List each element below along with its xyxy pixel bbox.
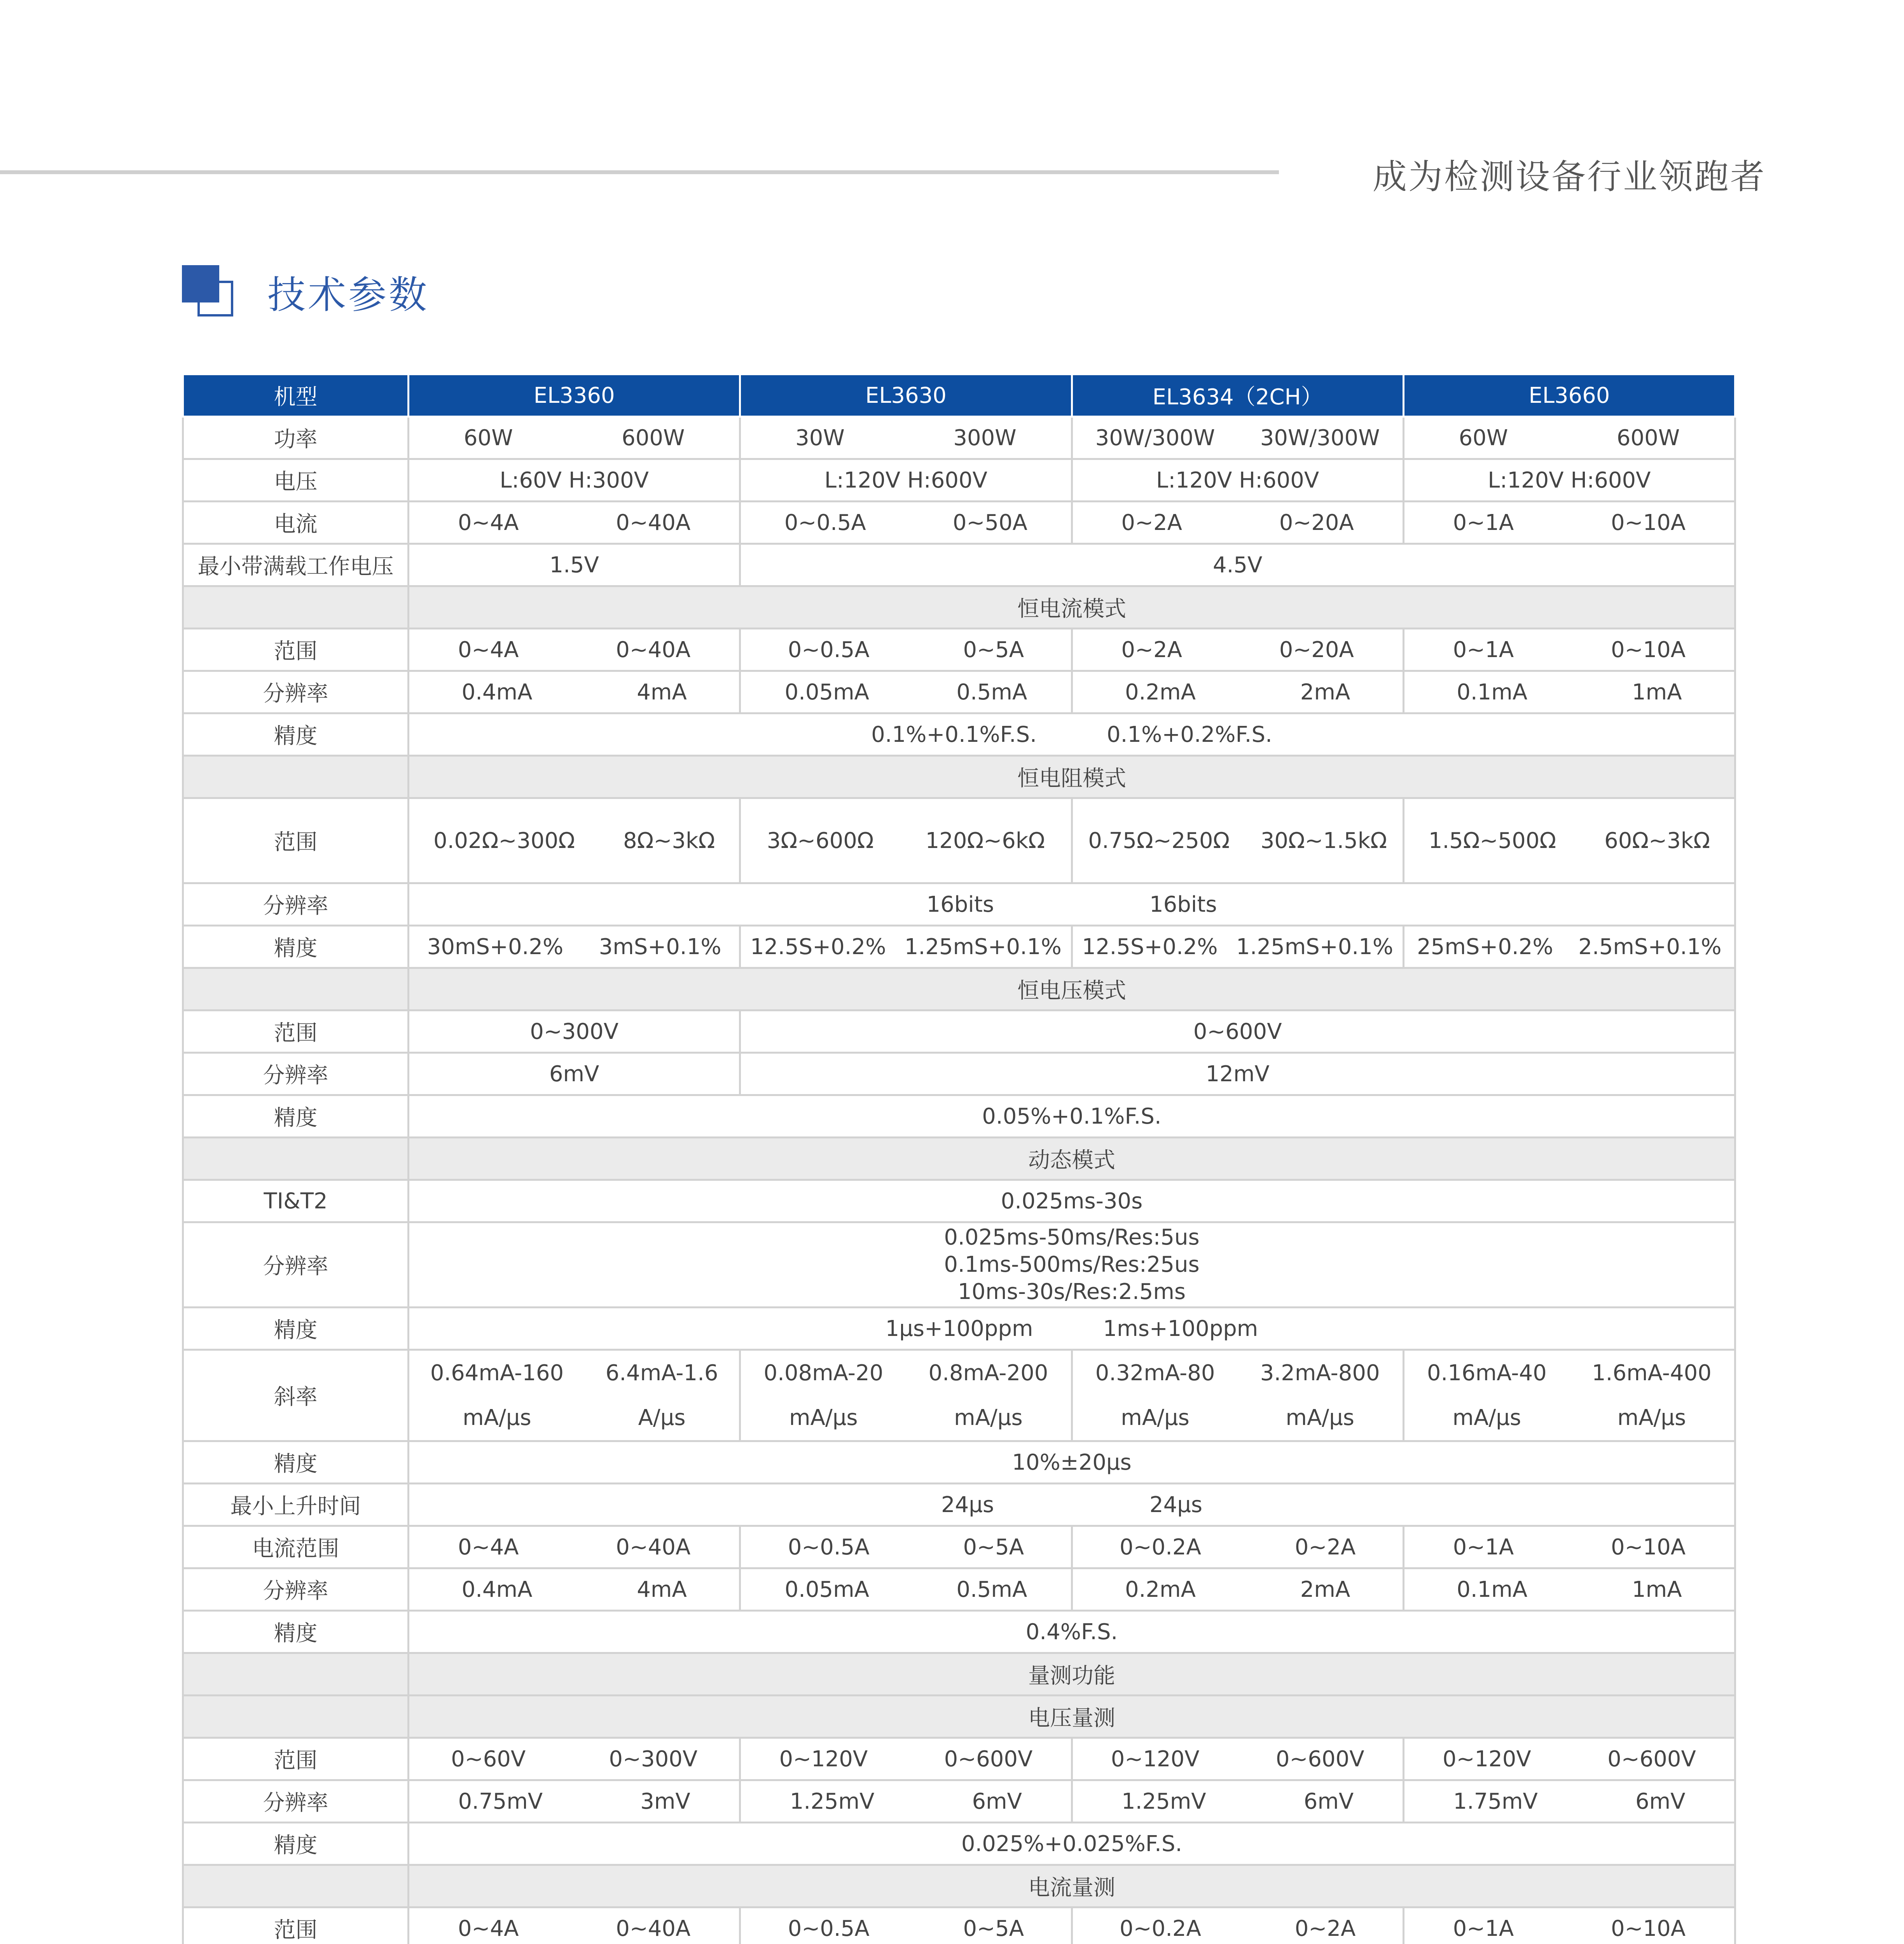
cell-value: 0.1mA [1457,1577,1528,1602]
cell-value: 0.4mA [461,1577,533,1602]
cell-value: 3mS+0.1% [599,934,721,960]
cell-value: 2mA [1300,1577,1350,1602]
table-row [183,671,1735,713]
cell-value: 0.05mA [784,679,869,705]
row-label: 电压 [183,459,409,502]
cell-value: 0.5mA [956,679,1027,705]
cell-value: 0~50A [952,510,1027,535]
cell-value: 0.2mA [1125,679,1196,705]
cell-value: 0~10A [1611,510,1686,535]
cell-value: 1μs+100ppm [885,1316,1033,1341]
cell-value: 0~2A [1121,510,1182,535]
cell-value: L:120V H:600V [740,459,1072,502]
cell-value: 6mV [972,1788,1022,1814]
section-row [183,756,1735,798]
cell-value: 0~4A [458,1534,519,1560]
cell-value: 0.16mA-40 [1427,1360,1547,1386]
section-row [183,1138,1735,1180]
cell-value: 30W/300W [1260,425,1380,451]
cell-value: 60W [1459,425,1508,451]
cell-value: L:120V H:600V [1403,459,1735,502]
cell-value: 0~2A [1294,1916,1356,1941]
row-label: 精度 [183,1823,409,1865]
cell-value: mA/μs [1452,1405,1521,1430]
cell-value: 0.025%+0.025%F.S. [409,1823,1735,1865]
cell-value: 0~1A [1453,1534,1514,1560]
cell-value: 0~10A [1611,637,1686,663]
cell-value: 0.75Ω~250Ω [1088,828,1230,853]
table-row [183,1568,1735,1611]
cell-value: 30W/300W [1095,425,1215,451]
row-label: 分辨率 [183,1568,409,1611]
cell-value: 12mV [740,1053,1735,1095]
cell-value: 2mA [1300,679,1350,705]
table-row [183,1526,1735,1568]
row-label: 精度 [183,926,409,968]
table-row [183,1010,1735,1053]
cell-value: 2.5mS+0.1% [1578,934,1722,960]
cell-value: 0~20A [1279,510,1354,535]
cell-value: 10ms-30s/Res:2.5ms [957,1279,1186,1304]
row-label: 范围 [183,1010,409,1053]
cell-value: 4mA [637,679,687,705]
section-row [183,968,1735,1010]
cell-value: 0~0.5A [788,637,870,663]
row-label: 范围 [183,629,409,671]
cell-value: 0~0.5A [788,1916,870,1941]
cell-value: 60Ω~3kΩ [1604,828,1710,853]
row-label: 分辨率 [183,671,409,713]
cell-value: A/μs [638,1405,686,1430]
cell-value: 4mA [637,1577,687,1602]
row-label: 精度 [183,1611,409,1653]
cell-value: 30mS+0.2% [427,934,564,960]
row-label: 精度 [183,1441,409,1484]
table-row [183,1350,1735,1441]
header-cell: 机型 [183,374,409,417]
cell-value: 6mV [1303,1788,1354,1814]
cell-value: 0.05%+0.1%F.S. [409,1095,1735,1138]
cell-value: 0.02Ω~300Ω [433,828,575,853]
cell-value: 0~5A [963,1916,1024,1941]
cell-value: 1mA [1632,1577,1682,1602]
table-row [183,417,1735,459]
cell-value: mA/μs [954,1405,1023,1430]
section-row [183,1696,1735,1738]
cell-value: 0~2A [1121,637,1182,663]
cell-value: 30W [795,425,845,451]
row-label: 精度 [183,713,409,756]
table-row [183,1780,1735,1823]
row-label: 分辨率 [183,883,409,926]
cell-value: 24μs [1149,1492,1203,1517]
cell-value: 1.25mV [1121,1788,1206,1814]
cell-value: 1.5V [409,544,740,586]
cell-value: 0.2mA [1125,1577,1196,1602]
table-header-row [183,374,1735,417]
row-label: 最小带满载工作电压 [183,544,409,586]
cell-value: mA/μs [1617,1405,1686,1430]
table-row [183,544,1735,586]
cell-value: 0~0.2A [1119,1916,1201,1941]
cell-value: 0.1%+0.1%F.S. [871,722,1037,747]
cell-value: L:120V H:600V [1072,459,1403,502]
cell-value: 0.4mA [461,679,533,705]
cell-value: 0.1ms-500ms/Res:25us [944,1252,1200,1277]
row-label: 分辨率 [183,1053,409,1095]
cell-value: 16bits [1149,892,1217,917]
table-row [183,1308,1735,1350]
cell-value: 0~0.5A [788,1534,870,1560]
cell-value: 4.5V [740,544,1735,586]
cell-value: 0~600V [1607,1746,1696,1772]
cell-value: mA/μs [1286,1405,1354,1430]
cell-value: 0~1A [1453,510,1514,535]
table-row [183,1095,1735,1138]
row-label: 电流 [183,502,409,544]
section-square-icon [182,265,236,320]
cell-value: 0~40A [616,1916,691,1941]
cell-value: 0~5A [963,1534,1024,1560]
cell-value: 0~40A [616,510,691,535]
cell-value: 6mV [409,1053,740,1095]
cell-value: 8Ω~3kΩ [623,828,715,853]
table-row [183,1611,1735,1653]
cell-value: 0~120V [779,1746,868,1772]
section-row [183,1653,1735,1696]
row-label: 分辨率 [183,1222,409,1308]
cell-value: L:60V H:300V [409,459,740,502]
cell-value: 12.5S+0.2% [1082,934,1218,960]
header-rule [0,170,1279,174]
cell-value: 0~600V [944,1746,1033,1772]
table-row [183,1484,1735,1526]
cell-value: 0~4A [458,1916,519,1941]
cell-value: 0.025ms-50ms/Res:5us [944,1225,1200,1250]
cell-value: 3.2mA-800 [1260,1360,1380,1386]
cell-value: 0~1A [1453,1916,1514,1941]
row-label: 功率 [183,417,409,459]
cell-value: 1.75mV [1453,1788,1538,1814]
section-heading: 恒电压模式 [409,968,1735,1010]
cell-value: 1mA [1632,679,1682,705]
table-row [183,1180,1735,1222]
table-row [183,1441,1735,1484]
cell-value: 3Ω~600Ω [767,828,874,853]
cell-value: 12.5S+0.2% [750,934,886,960]
cell-value: 600W [622,425,685,451]
cell-value: 1.6mA-400 [1592,1360,1712,1386]
table-row [183,1222,1735,1308]
section-row [183,1865,1735,1907]
cell-value: 0.8mA-200 [928,1360,1048,1386]
cell-value: 16bits [926,892,994,917]
cell-value: 3mV [640,1788,690,1814]
row-label: 精度 [183,1095,409,1138]
row-label: TI&T2 [183,1180,409,1222]
cell-value: 24μs [941,1492,994,1517]
cell-value: 0~10A [1611,1534,1686,1560]
cell-value: 0.1%+0.2%F.S. [1107,722,1272,747]
table-row [183,713,1735,756]
cell-value: 0~40A [616,1534,691,1560]
cell-value: 30Ω~1.5kΩ [1260,828,1387,853]
cell-value: 1.5Ω~500Ω [1428,828,1556,853]
section-heading: 电流量测 [409,1865,1735,1907]
cell-value: 300W [953,425,1017,451]
cell-value: 0.1mA [1457,679,1528,705]
table-row [183,1053,1735,1095]
header-cell: EL3634（2CH） [1072,374,1403,417]
cell-value: 0~120V [1442,1746,1531,1772]
cell-value: 600W [1616,425,1680,451]
section-heading: 恒电阻模式 [409,756,1735,798]
cell-value: 0~2A [1294,1534,1356,1560]
row-label: 电流范围 [183,1526,409,1568]
cell-value: 0~60V [451,1746,526,1772]
table-row [183,459,1735,502]
header-cell: EL3360 [409,374,740,417]
cell-value: 0.4%F.S. [409,1611,1735,1653]
cell-value: 0~4A [458,637,519,663]
row-label: 范围 [183,1907,409,1944]
cell-value: 0.08mA-20 [763,1360,884,1386]
cell-value: 0~0.2A [1119,1534,1201,1560]
table-row [183,629,1735,671]
cell-value: mA/μs [463,1405,531,1430]
cell-value: 0~600V [1275,1746,1364,1772]
cell-value: 0.32mA-80 [1095,1360,1215,1386]
cell-value: 1.25mS+0.1% [1236,934,1394,960]
cell-value: 120Ω~6kΩ [925,828,1045,853]
spec-table [182,373,1736,1944]
cell-value: 0~4A [458,510,519,535]
cell-value: 0~20A [1279,637,1354,663]
cell-value: 0~5A [963,637,1024,663]
table-row [183,1738,1735,1780]
cell-value: 0~0.5A [784,510,866,535]
table-row [183,883,1735,926]
cell-value: 0~1A [1453,637,1514,663]
cell-value: 0~40A [616,637,691,663]
cell-value: 0.5mA [956,1577,1027,1602]
cell-value: 1ms+100ppm [1103,1316,1258,1341]
row-label: 精度 [183,1308,409,1350]
cell-value: 1.25mS+0.1% [904,934,1062,960]
section-heading: 恒电流模式 [409,586,1735,629]
row-label: 斜率 [183,1350,409,1441]
table-row [183,1907,1735,1944]
cell-value: 0.05mA [784,1577,869,1602]
row-label: 范围 [183,1738,409,1780]
row-label: 范围 [183,798,409,883]
cell-value: 0~300V [409,1010,740,1053]
table-row [183,798,1735,883]
table-row [183,1823,1735,1865]
row-label: 最小上升时间 [183,1484,409,1526]
cell-value: 0~300V [609,1746,698,1772]
cell-value: 1.25mV [790,1788,875,1814]
row-label: 分辨率 [183,1780,409,1823]
cell-value: mA/μs [789,1405,858,1430]
cell-value: mA/μs [1121,1405,1190,1430]
cell-value: 0~10A [1611,1916,1686,1941]
section-heading: 量测功能 [409,1653,1735,1696]
section-heading: 电压量测 [409,1696,1735,1738]
table-row [183,502,1735,544]
cell-value: 6mV [1635,1788,1686,1814]
cell-value: 60W [463,425,513,451]
table-row [183,926,1735,968]
header-cell: EL3660 [1403,374,1735,417]
header-cell: EL3630 [740,374,1072,417]
cell-value: 0.75mV [458,1788,543,1814]
cell-value: 6.4mA-1.6 [605,1360,718,1386]
header-slogan: 成为检测设备行业领跑者 [1372,157,1766,197]
cell-value: 0~600V [740,1010,1735,1053]
section-row [183,586,1735,629]
cell-value: 0.64mA-160 [430,1360,564,1386]
section-heading: 动态模式 [409,1138,1735,1180]
cell-value: 0~120V [1111,1746,1200,1772]
cell-value: 10%±20μs [409,1441,1735,1484]
section-title: 技术参数 [267,273,430,317]
cell-value: 25mS+0.2% [1417,934,1553,960]
cell-value: 0.025ms-30s [409,1180,1735,1222]
